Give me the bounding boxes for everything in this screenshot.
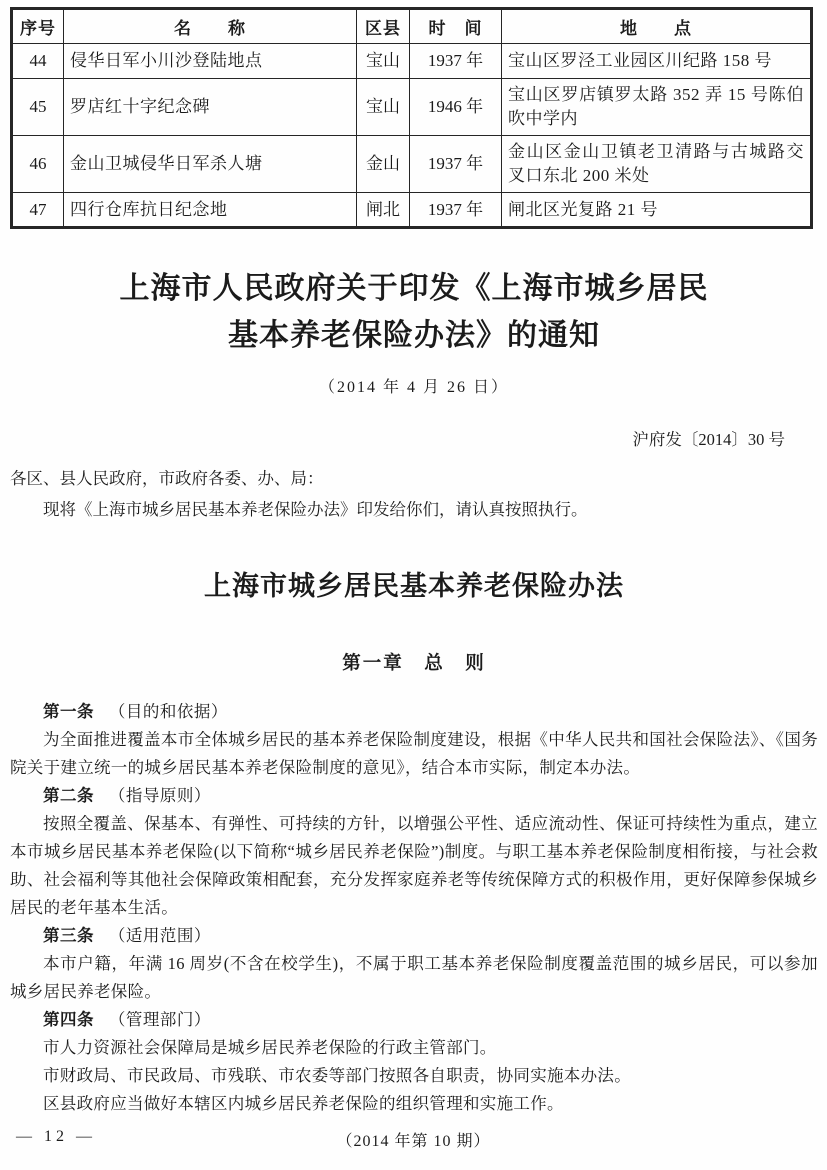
doc-number: 沪府发〔2014〕30 号 — [632, 430, 785, 449]
article-paragraph: 区县政府应当做好本辖区内城乡居民养老保险的组织管理和实施工作。 — [43, 1094, 564, 1113]
cell-district: 金山 — [357, 136, 410, 193]
article-subtitle: （适用范围） — [108, 926, 211, 945]
cell-location: 金山区金山卫镇老卫清路与古城路交叉口东北 200 米处 — [502, 136, 812, 193]
article-paragraph: 为全面推进覆盖本市全体城乡居民的基本养老保险制度建设，根据《中华人民共和国社会保险法》、《国务院关于建立统一的城乡居民基本养老保险制度的意见》，结合本市实际，制定本办法。 — [10, 730, 818, 777]
article-heading — [10, 782, 818, 810]
salutation-line: 各区、县人民政府，市政府各委、办、局： — [10, 469, 324, 488]
table-row — [12, 136, 812, 193]
col-header-name: 名 称 — [64, 9, 357, 44]
article-paragraph: 市财政局、市民政局、市残联、市农委等部门按照各自职责，协同实施本办法。 — [43, 1066, 631, 1085]
article-heading — [10, 922, 818, 950]
memorial-sites-table — [10, 7, 813, 229]
table-row — [12, 193, 812, 228]
article-heading — [10, 698, 818, 726]
article-subtitle: （指导原则） — [108, 786, 211, 805]
cell-no: 46 — [12, 136, 64, 193]
cell-district: 宝山 — [357, 79, 410, 136]
notice-title-line2: 基本养老保险办法》的通知 — [228, 319, 600, 352]
article-paragraph: 按照全覆盖、保基本、有弹性、可持续的方针，以增强公平性、适应流动性、保证可持续性为重点，建立本市城乡居民基本养老保险(以下简称“城乡居民养老保险”)制度。与职工基本养老保险制度相衔接，与社会救助、社会福利等其他社会保障政策相配套，充分发挥家庭养老等传统保障方式的积极作用，更好保障参保城乡居民的老年基本生活。 — [10, 814, 818, 917]
article-subtitle: （目的和依据） — [108, 702, 228, 721]
article-heading — [10, 1006, 818, 1034]
issue-label: （2014 年第 10 期） — [336, 1133, 491, 1150]
article-subtitle: （管理部门） — [108, 1010, 211, 1029]
col-header-district: 区县 — [357, 9, 410, 44]
notice-date: （2014 年 4 月 26 日） — [318, 379, 509, 396]
article-label: 第一条 — [43, 703, 94, 721]
cell-no: 45 — [12, 79, 64, 136]
article-label: 第三条 — [43, 927, 94, 945]
col-header-no: 序号 — [12, 9, 64, 44]
notice-body-line: 现将《上海市城乡居民基本养老保险办法》印发给你们，请认真按照执行。 — [43, 500, 588, 519]
cell-time: 1946 年 — [410, 79, 502, 136]
cell-location: 宝山区罗店镇罗太路 352 弄 15 号陈伯吹中学内 — [502, 79, 812, 136]
articles-container — [10, 698, 818, 1118]
notice-title-line1: 上海市人民政府关于印发《上海市城乡居民 — [119, 272, 709, 305]
notice-title — [10, 265, 818, 359]
cell-time: 1937 年 — [410, 136, 502, 193]
page-footer — [0, 1128, 827, 1152]
cell-name: 罗店红十字纪念碑 — [64, 79, 357, 136]
cell-location: 闸北区光复路 21 号 — [502, 193, 812, 228]
cell-time: 1937 年 — [410, 44, 502, 79]
cell-no: 47 — [12, 193, 64, 228]
col-header-time: 时 间 — [410, 9, 502, 44]
table-row — [12, 79, 812, 136]
cell-name: 侵华日军小川沙登陆地点 — [64, 44, 357, 79]
cell-location: 宝山区罗泾工业园区川纪路 158 号 — [502, 44, 812, 79]
chapter-heading: 第一章 总 则 — [342, 652, 486, 673]
cell-time: 1937 年 — [410, 193, 502, 228]
table-row — [12, 44, 812, 79]
cell-name: 金山卫城侵华日军杀人塘 — [64, 136, 357, 193]
cell-name: 四行仓库抗日纪念地 — [64, 193, 357, 228]
table-body — [12, 44, 812, 228]
table-header-row — [12, 9, 812, 44]
cell-district: 宝山 — [357, 44, 410, 79]
cell-no: 44 — [12, 44, 64, 79]
article-paragraph: 市人力资源社会保障局是城乡居民养老保险的行政主管部门。 — [43, 1038, 497, 1057]
page-number: — 12 — — [16, 1128, 96, 1145]
article-paragraph: 本市户籍，年满 16 周岁(不含在校学生)，不属于职工基本养老保险制度覆盖范围的城乡居民，可以参加城乡居民养老保险。 — [10, 954, 818, 1001]
col-header-location: 地 点 — [502, 9, 812, 44]
article-label: 第二条 — [43, 787, 94, 805]
cell-district: 闸北 — [357, 193, 410, 228]
article-label: 第四条 — [43, 1011, 94, 1029]
regulation-title: 上海市城乡居民基本养老保险办法 — [204, 571, 624, 601]
